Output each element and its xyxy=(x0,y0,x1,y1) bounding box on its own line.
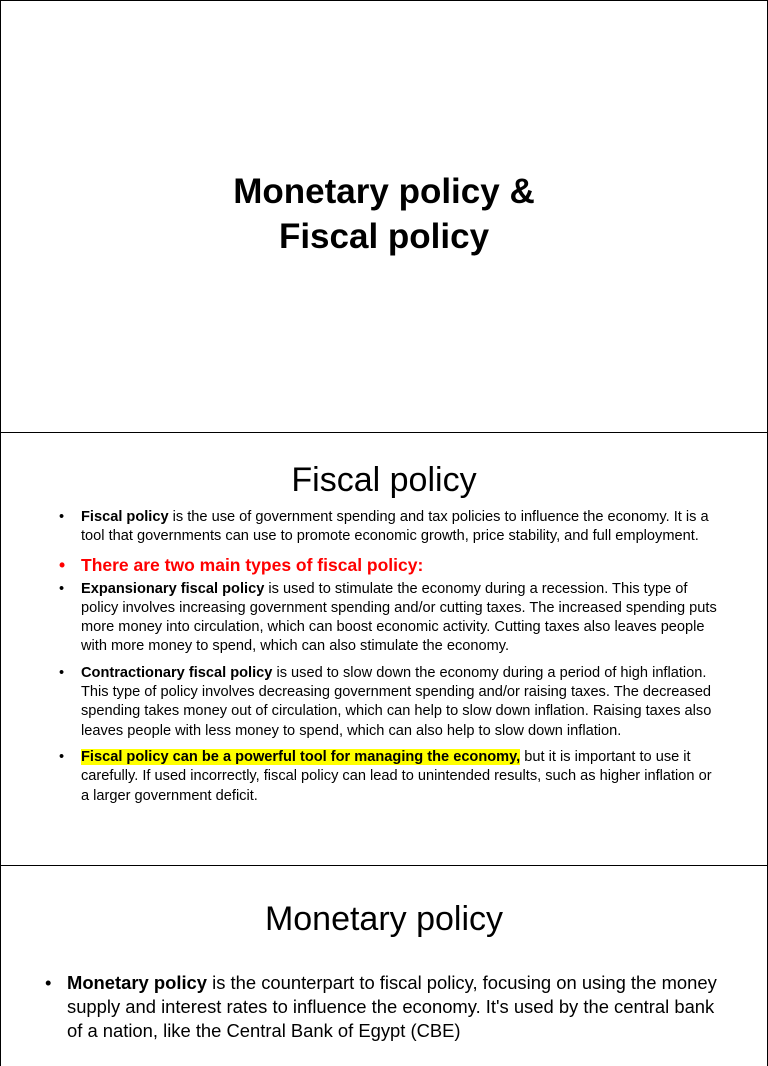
item-text: is used to slow down the economy during a period of high inflation. This type of policy involves decreasing government spending and/or raising taxes. The decreased spending takes money out of circulation, which can help to slow down inflation. Raising taxes also leaves people with less money to spend, which can also help to slow down inflation. xyxy=(81,664,712,739)
highlighted-text: Fiscal policy can be a powerful tool for managing the economy, xyxy=(81,748,521,765)
slide-heading: Fiscal policy xyxy=(291,461,477,499)
term: Monetary policy xyxy=(67,972,208,993)
term: Fiscal policy xyxy=(81,509,169,525)
slide-heading: Monetary policy xyxy=(264,900,504,938)
bullet-list xyxy=(59,508,719,806)
bullet-icon: • xyxy=(59,580,65,597)
list-item xyxy=(45,971,725,1043)
bullet-icon: • xyxy=(59,554,66,575)
list-item xyxy=(59,508,719,547)
item-text: but it is important to use it carefully. If used incorrectly, fiscal policy can lead to unintended results, such as higher inflation or a larger government deficit. xyxy=(81,748,712,804)
bullet-icon: • xyxy=(45,972,52,993)
item-text: is used to stimulate the economy during a recession. This type of policy involves increasing government spending and/or cutting taxes. The increased spending puts more money into circulation, which can boost economic activity. Cutting taxes also leaves people with more money to spend, which can also stimulate the economy. xyxy=(81,580,717,655)
item-text: is the counterpart to fiscal policy, focusing on using the money supply and interest rates to influence the economy. It's used by the central bank of a nation, like the Central Bank of Egypt (CBE) xyxy=(67,972,717,1041)
list-item xyxy=(59,664,719,741)
term: Contractionary fiscal policy xyxy=(81,664,273,681)
bullet-list xyxy=(45,971,725,1043)
bullet-icon: • xyxy=(59,748,65,765)
bullet-icon: • xyxy=(59,509,65,525)
title-line-2: Fiscal policy xyxy=(278,217,490,256)
bullet-icon: • xyxy=(59,664,65,681)
list-item xyxy=(59,748,719,806)
slide-fiscal-policy xyxy=(0,432,768,867)
slide-monetary-policy xyxy=(0,865,768,1066)
term: Expansionary fiscal policy xyxy=(81,580,265,597)
slide-title-page xyxy=(0,0,768,434)
page-title xyxy=(1,169,767,259)
list-item xyxy=(59,554,719,576)
title-line-1: Monetary policy & xyxy=(233,172,535,211)
item-text: There are two main types of fiscal policy: xyxy=(81,554,424,575)
item-text: is the use of government spending and tax policies to influence the economy. It is a tool that governments can use to promote economic growth, price stability, and full employment. xyxy=(81,509,709,545)
list-item xyxy=(59,580,719,657)
